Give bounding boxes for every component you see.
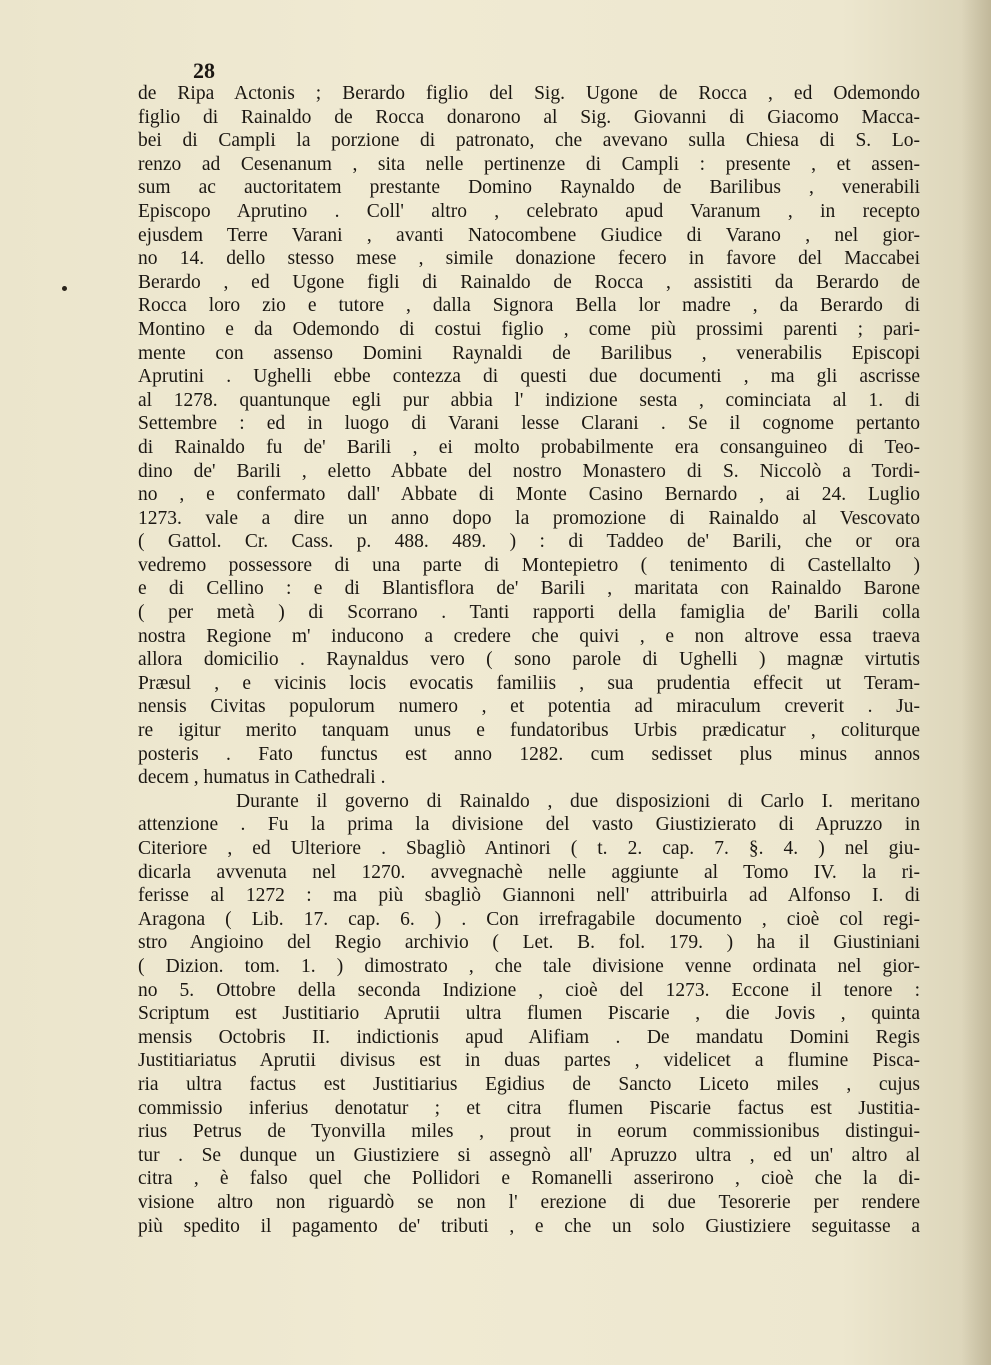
text-line: ria ultra factus est Justitiarius Egidius de Sancto Liceto miles , cujus <box>138 1073 920 1095</box>
text-line: stro Angioino del Regio archivio ( Let. B. fol. 179. ) ha il Giustiniani <box>138 932 920 954</box>
text-line: Scriptum est Justitiario Aprutii ultra flumen Piscarie , die Jovis , quinta <box>138 1003 920 1025</box>
text-line: Aprutini . Ughelli ebbe contezza di questi due documenti , ma gli ascrisse <box>138 366 920 388</box>
text-line: allora domicilio . Raynaldus vero ( sono parole di Ughelli ) magnæ virtutis <box>138 649 920 671</box>
text-line: de Ripa Actonis ; Berardo figlio del Sig. Ugone de Rocca , ed Odemondo <box>138 83 920 104</box>
text-line: ( per metà ) di Scorrano . Tanti rapporti della famiglia de' Barili colla <box>138 602 920 624</box>
text-line: Berardo , ed Ugone figli di Rainaldo de Rocca , assistiti da Berardo de <box>138 271 920 293</box>
text-line: più spedito il pagamento de' tributi , e che un solo Giustiziere seguitasse a <box>138 1215 920 1237</box>
text-line: al 1278. quantunque egli pur abbia l' indizione sesta , cominciata al 1. di <box>138 389 920 411</box>
text-line: ejusdem Terre Varani , avanti Natocombene Giudice di Varano , nel gior- <box>138 224 920 246</box>
text-line: figlio di Rainaldo de Rocca donarono al Sig. Giovanni di Giacomo Macca- <box>138 106 920 128</box>
page-number: 28 <box>193 58 215 83</box>
text-line: Episcopo Aprutino . Coll' altro , celebrato apud Varanum , in recepto <box>138 200 920 222</box>
text-line: attenzione . Fu la prima la divisione del vasto Giustizierato di Apruzzo in <box>138 814 920 836</box>
text-line: nensis Civitas populorum numero , et potentia ad miraculum creverit . Ju- <box>138 696 920 718</box>
text-line: dicarla avvenuta nel 1270. avvegnachè nelle aggiunte al Tomo IV. la ri- <box>138 861 920 883</box>
text-line: no , e confermato dall' Abbate di Monte Casino Bernardo , ai 24. Luglio <box>138 484 920 506</box>
text-line: commissio inferius denotatur ; et citra flumen Piscarie factus est Justitia- <box>138 1097 920 1119</box>
text-line: ( Gattol. Cr. Cass. p. 488. 489. ) : di Taddeo de' Barili, che or ora <box>138 531 920 553</box>
text-line: ( Dizion. tom. 1. ) dimostrato , che tale divisione venne ordinata nel gior- <box>138 955 920 977</box>
paragraph-start-line: Durante il governo di Rainaldo , due disposizioni di Carlo I. meritano <box>236 790 920 812</box>
text-line: visione altro non riguardò se non l' erezione di due Tesorerie per rendere <box>138 1191 920 1213</box>
text-line: ferisse al 1272 : ma più sbagliò Giannoni nell' attribuirla ad Alfonso I. di <box>138 885 920 907</box>
text-line: dino de' Barili , eletto Abbate del nostro Monastero di S. Niccolò a Tordi- <box>138 460 920 482</box>
text-line: nostra Regione m' inducono a credere che quivi , e non altrove essa traeva <box>138 625 920 647</box>
text-line: Citeriore , ed Ulteriore . Sbagliò Antinori ( t. 2. cap. 7. §. 4. ) nel giu- <box>138 838 920 859</box>
text-line: 1273. vale a dire un anno dopo la promozione di Rainaldo al Vescovato <box>138 507 920 529</box>
text-line: Aragona ( Lib. 17. cap. 6. ) . Con irrefragabile documento , cioè col regi- <box>138 908 920 930</box>
margin-mark <box>62 286 67 291</box>
body-text <box>138 82 920 1238</box>
text-line: tur . Se dunque un Giustiziere si assegnò all' Apruzzo ultra , ed un' altro al <box>138 1144 920 1166</box>
text-line: rius Petrus de Tyonvilla miles , prout in eorum commissionibus distingui- <box>138 1121 920 1143</box>
text-line: e di Cellino : e di Blantisflora de' Barili , maritata con Rainaldo Barone <box>138 578 920 600</box>
text-line: mensis Octobris II. indictionis apud Alifiam . De mandatu Domini Regis <box>138 1026 920 1048</box>
text-line: mente con assenso Domini Raynaldi de Barilibus , venerabilis Episcopi <box>138 342 920 364</box>
text-line: re igitur merito tanquam unus e fundatoribus Urbis prædicatur , coliturque <box>138 720 920 742</box>
text-line: posteris . Fato functus est anno 1282. cum sedisset plus minus annos <box>138 743 920 765</box>
text-line: no 5. Ottobre della seconda Indizione , cioè del 1273. Eccone il tenore : <box>138 979 920 1001</box>
text-line: di Rainaldo fu de' Barili , ei molto probabilmente era consanguineo di Teo- <box>138 436 920 458</box>
text-line: Justitiariatus Aprutii divisus est in duas partes , videlicet a flumine Pisca- <box>138 1050 920 1072</box>
text-line: citra , è falso quel che Pollidori e Romanelli asserirono , cioè che la di- <box>138 1168 920 1190</box>
text-line: Præsul , e vicinis locis evocatis familiis , sua prudentia effecit ut Teram- <box>138 672 920 694</box>
text-line: bei di Campli la porzione di patronato, che avevano sulla Chiesa di S. Lo- <box>138 130 920 152</box>
text-line: Montino e da Odemondo di costui figlio , come più prossimi parenti ; pari- <box>138 318 920 340</box>
text-line: renzo ad Cesenanum , sita nelle pertinenze di Campli : presente , et assen- <box>138 153 920 175</box>
text-line: vedremo possessore di una parte di Montepietro ( tenimento di Castellalto ) <box>138 554 920 576</box>
text-line: Settembre : ed in luogo di Varani lesse Clarani . Se il cognome pertanto <box>138 413 920 435</box>
page-gutter-shadow <box>961 0 991 1365</box>
text-line: sum ac auctoritatem prestante Domino Raynaldo de Barilibus , venerabili <box>138 177 920 199</box>
text-line: no 14. dello stesso mese , simile donazione fecero in favore del Maccabei <box>138 248 920 270</box>
text-line: decem , humatus in Cathedrali . <box>138 767 386 789</box>
text-line: Rocca loro zio e tutore , dalla Signora Bella lor madre , da Berardo di <box>138 295 920 317</box>
